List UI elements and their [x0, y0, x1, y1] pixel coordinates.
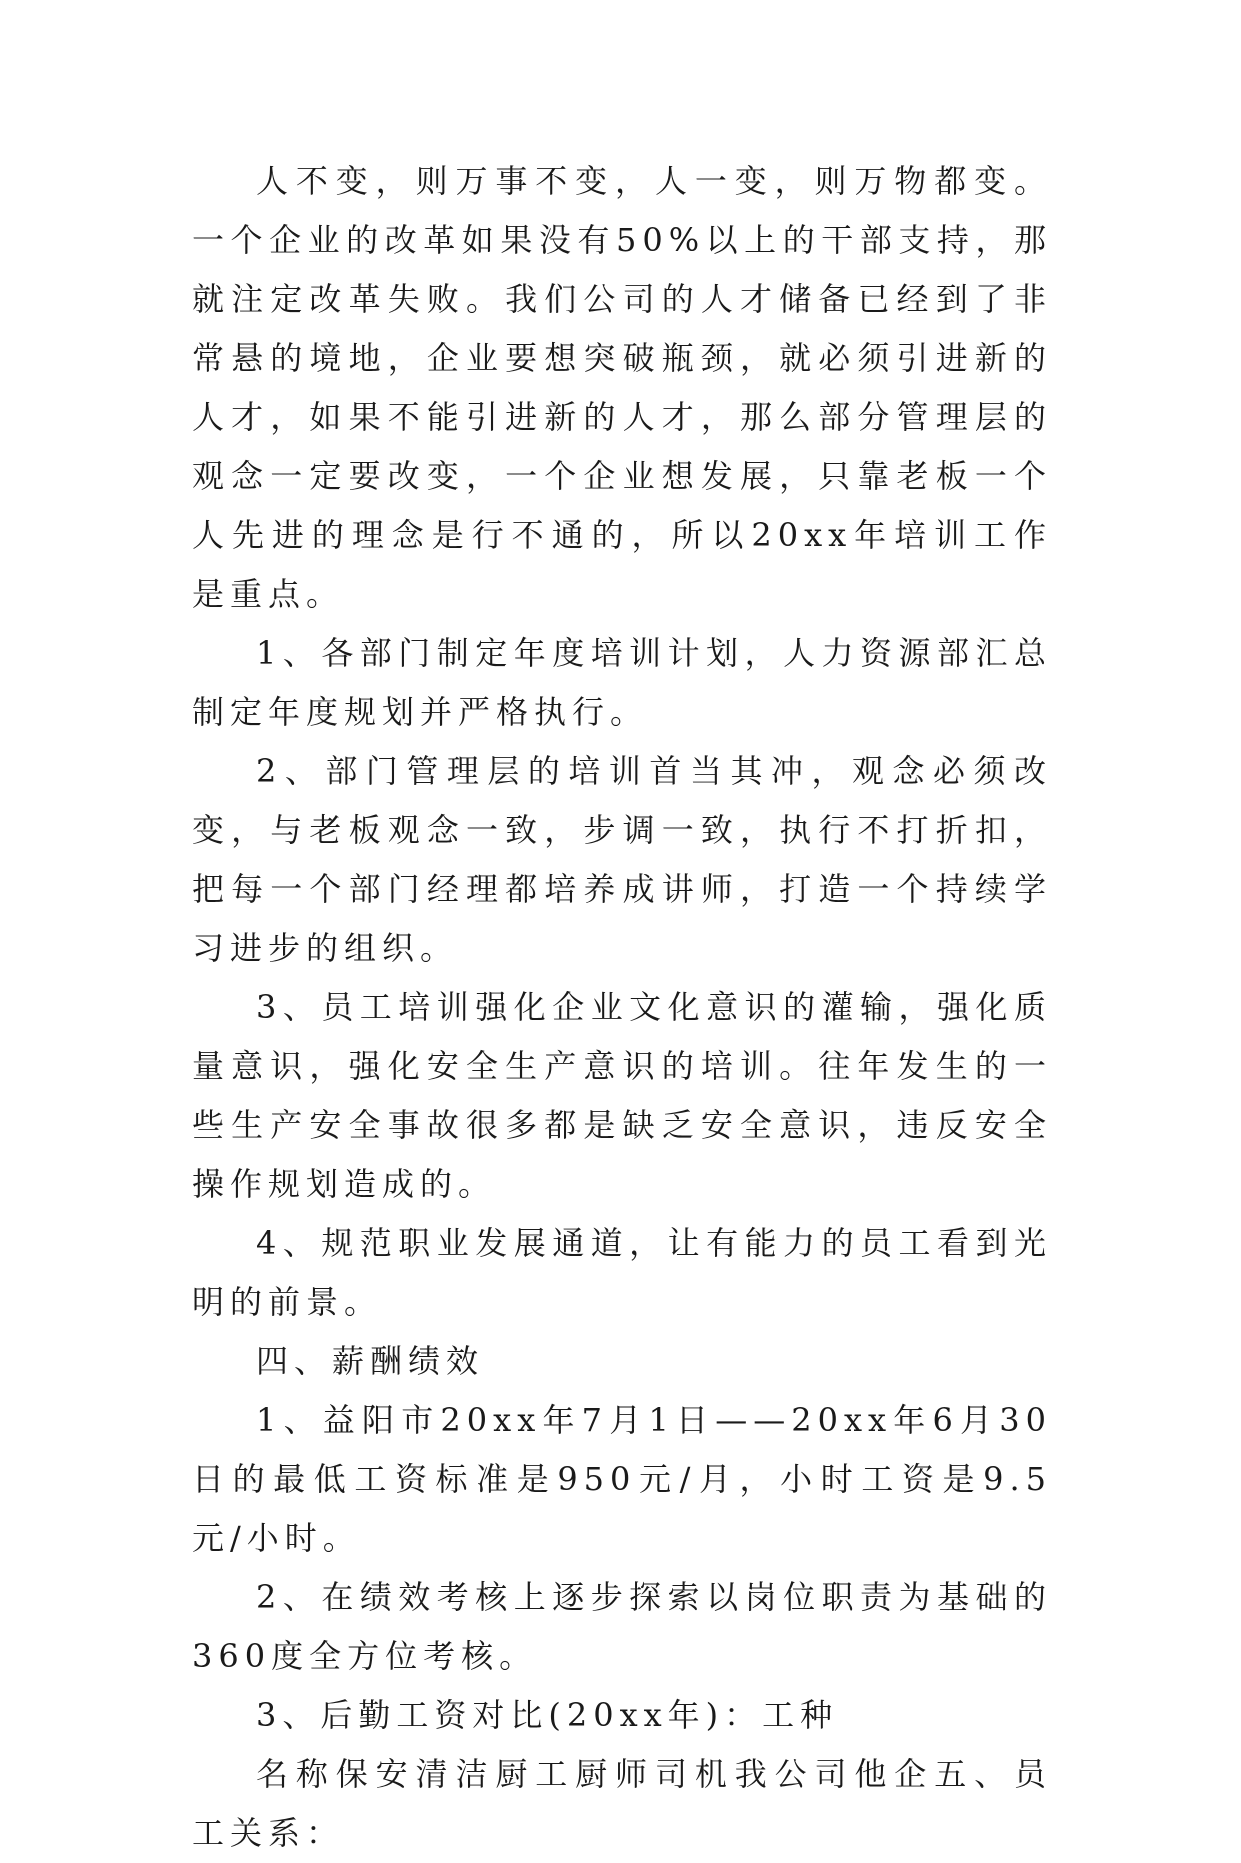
section-heading-compensation: 四、薪酬绩效 — [256, 1342, 485, 1380]
document-body — [192, 152, 1052, 1863]
paragraph-career-path: 4、规范职业发展通道，让有能力的员工看到光明的前景。 — [192, 1224, 1052, 1321]
paragraph-performance-review: 2、在绩效考核上逐步探索以岗位职责为基础的360度全方位考核。 — [192, 1578, 1052, 1675]
paragraph-training-plan: 1、各部门制定年度培训计划，人力资源部汇总制定年度规划并严格执行。 — [192, 634, 1052, 731]
paragraph-job-names: 名称保安清洁厨工厨师司机我公司他企五、员工关系： — [192, 1755, 1052, 1852]
paragraph-employee-training: 3、员工培训强化企业文化意识的灌输，强化质量意识，强化安全生产意识的培训。往年发生的一些生产安全事故很多都是缺乏安全意识，违反安全操作规划造成的。 — [192, 988, 1052, 1203]
paragraph-management-training: 2、部门管理层的培训首当其冲，观念必须改变，与老板观念一致，步调一致，执行不打折扣，把每一个部门经理都培养成讲师，打造一个持续学习进步的组织。 — [192, 752, 1052, 967]
paragraph-logistics-wage-comparison: 3、后勤工资对比(20xx年)：工种 — [256, 1696, 839, 1734]
paragraph-talent-reserve: 人不变，则万事不变，人一变，则万物都变。一个企业的改革如果没有50%以上的干部支持，那就注定改革失败。我们公司的人才储备已经到了非常悬的境地，企业要想突破瓶颈，就必须引进新的人才，如果不能引进新的人才，那么部分管理层的观念一定要改变，一个企业想发展，只靠老板一个人先进的理念是行不通的，所以20xx年培训工作是重点。 — [192, 162, 1052, 613]
paragraph-minimum-wage: 1、益阳市20xx年7月1日——20xx年6月30日的最低工资标准是950元/月，小时工资是9.5元/小时。 — [192, 1401, 1052, 1557]
